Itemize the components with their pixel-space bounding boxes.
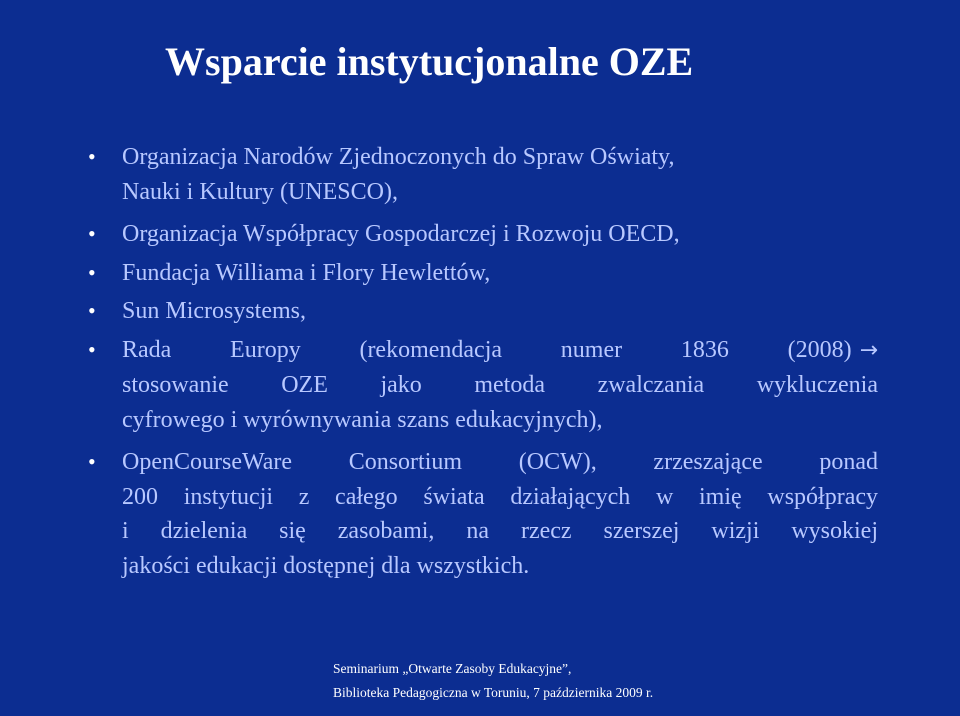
- list-item: [88, 445, 878, 583]
- list-item-line: Sun Microsystems,: [122, 298, 307, 324]
- list-item-line: cyfrowego i wyrównywania szans edukacyjnych),: [122, 406, 603, 433]
- list-item-line: Nauki i Kultury (UNESCO),: [122, 178, 398, 205]
- list-item-line: Fundacja Williama i Flory Hewlettów,: [122, 259, 491, 286]
- bullet-icon: •: [88, 259, 96, 285]
- footer-line: Seminarium „Otwarte Zasoby Edukacyjne”,: [333, 661, 572, 676]
- bullet-list: [88, 140, 878, 591]
- slide-footer: [333, 657, 653, 705]
- arrow-right-icon: →: [859, 337, 878, 363]
- list-item: [88, 256, 878, 291]
- list-item-line: i dzielenia się zasobami, na rzecz szerszej wizji wysokiej: [122, 518, 878, 544]
- bullet-icon: •: [88, 144, 96, 169]
- footer-line: Biblioteka Pedagogiczna w Toruniu, 7 października 2009 r.: [333, 685, 654, 700]
- list-item-line: Organizacja Współpracy Gospodarczej i Rozwoju OECD,: [122, 221, 680, 247]
- bullet-icon: •: [88, 298, 96, 323]
- bullet-icon: •: [88, 449, 96, 474]
- list-item: [88, 294, 878, 329]
- list-item: [88, 140, 878, 209]
- list-item: [88, 217, 878, 252]
- list-item-line: Organizacja Narodów Zjednoczonych do Spraw Oświaty,: [122, 144, 675, 170]
- list-item-line: [122, 333, 878, 369]
- bullet-icon: •: [88, 221, 96, 246]
- list-item: [88, 333, 878, 438]
- bullet-icon: •: [88, 336, 96, 362]
- list-item-line: jakości edukacji dostępnej dla wszystkich.: [122, 552, 530, 579]
- list-item-line: OpenCourseWare Consortium (OCW), zrzeszające ponad: [122, 449, 878, 475]
- list-item-line: 200 instytucji z całego świata działających w imię współpracy: [122, 483, 878, 510]
- slide-title: Wsparcie instytucjonalne OZE: [165, 39, 694, 84]
- list-item-text: Rada Europy (rekomendacja numer 1836 (2008): [122, 336, 852, 363]
- list-item-line: stosowanie OZE jako metoda zwalczania wykluczenia: [122, 372, 878, 398]
